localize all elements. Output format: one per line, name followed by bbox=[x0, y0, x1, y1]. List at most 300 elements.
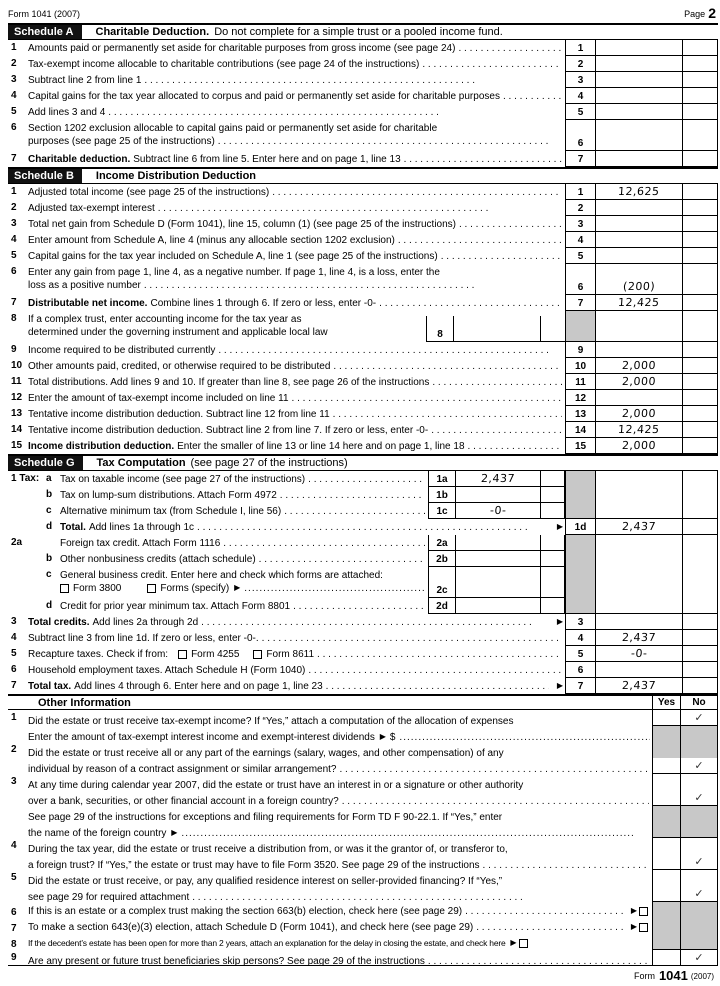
cents-cell[interactable] bbox=[682, 264, 718, 294]
box-number: 8 bbox=[426, 316, 454, 342]
box-number: 4 bbox=[565, 630, 595, 645]
dot-leader bbox=[308, 664, 562, 677]
line-number: 5 bbox=[11, 648, 17, 659]
line-number: 5 bbox=[11, 106, 17, 117]
arrow-icon bbox=[552, 680, 565, 693]
amount-cell[interactable]: 2,000 bbox=[595, 374, 682, 389]
cents-cell[interactable] bbox=[682, 390, 718, 405]
dot-leader bbox=[441, 250, 562, 263]
page-header bbox=[8, 5, 718, 23]
line-text: Credit for prior year minimum tax. Attach Form 8801 bbox=[60, 601, 291, 612]
line-number: 13 bbox=[11, 408, 23, 419]
line-text: Capital gains for the tax year included on Schedule A, line 1 (see page 25 of the instructions) bbox=[28, 251, 438, 262]
other-info-row-3b bbox=[8, 806, 718, 838]
dot-leader bbox=[333, 408, 562, 421]
sched-g-row-2d bbox=[8, 598, 565, 614]
line-letter: b bbox=[46, 553, 53, 564]
line-text: Tax on lump-sum distributions. Attach Form 4972 bbox=[60, 490, 277, 501]
cents-cell[interactable] bbox=[682, 358, 718, 373]
line-text: Subtract line 3 from line 1d. If zero or less, enter -0-. bbox=[28, 633, 259, 644]
cents-cell[interactable] bbox=[682, 438, 718, 453]
dot-leader bbox=[465, 905, 623, 918]
sched-b-row-7 bbox=[8, 295, 718, 311]
forms-specify-checkbox[interactable] bbox=[147, 584, 156, 593]
section-643e3-checkbox[interactable] bbox=[639, 923, 648, 932]
line-text: Other amounts paid, credited, or otherwise required to be distributed bbox=[28, 361, 331, 372]
line-number: 9 bbox=[11, 344, 17, 355]
line-number: 12 bbox=[11, 392, 23, 403]
arrow-icon bbox=[552, 616, 565, 629]
cents-cell[interactable] bbox=[682, 374, 718, 389]
cents-cell[interactable] bbox=[682, 104, 718, 119]
line-text-bold: Income distribution deduction. bbox=[28, 441, 175, 452]
dot-leader bbox=[503, 90, 562, 103]
yes-column-header: Yes bbox=[652, 696, 680, 709]
line-number: 6 bbox=[11, 122, 17, 133]
sched-b-row-15 bbox=[8, 438, 718, 454]
cents-cell[interactable] bbox=[682, 151, 718, 166]
amount-cell[interactable] bbox=[595, 614, 682, 629]
cents-cell[interactable] bbox=[540, 487, 565, 503]
box-number: 4 bbox=[565, 232, 595, 247]
sched-b-row-6 bbox=[8, 264, 718, 295]
check-mark: ✓ bbox=[694, 888, 704, 900]
dot-leader bbox=[280, 489, 425, 502]
sched-b-row-8 bbox=[8, 311, 718, 342]
dot-leader bbox=[144, 74, 562, 87]
cents-cell[interactable] bbox=[540, 316, 565, 342]
cents-cell[interactable] bbox=[540, 535, 565, 551]
cents-cell[interactable] bbox=[682, 519, 718, 534]
cents-cell[interactable] bbox=[682, 342, 718, 357]
sched-g-row-1b bbox=[8, 487, 565, 503]
question-text: over a bank, securities, or other financial account in a foreign country? bbox=[28, 796, 339, 807]
sched-b-row-4 bbox=[8, 232, 718, 248]
sub-line-text: See page 29 of the instructions for exceptions and filing requirements for Form TD F 90-22.1. If “Yes,” enter bbox=[28, 812, 503, 823]
amount-cell[interactable] bbox=[595, 72, 682, 87]
amount-cell[interactable]: 12,625 bbox=[595, 184, 682, 199]
line-number: 7 bbox=[11, 153, 17, 164]
estate-open-2-years-checkbox[interactable] bbox=[519, 939, 528, 948]
checkbox-label: Forms (specify) bbox=[160, 583, 230, 594]
box-number: 7 bbox=[565, 295, 595, 310]
shaded-cell bbox=[565, 471, 595, 518]
amount-cell[interactable]: 12,425 bbox=[595, 295, 682, 310]
line-text: Amounts paid or permanently set aside for charitable purposes from gross income (see page 24) bbox=[28, 43, 456, 54]
cents-cell[interactable] bbox=[682, 200, 718, 215]
line8-entry-box bbox=[426, 316, 565, 342]
amount-cell[interactable] bbox=[456, 487, 540, 503]
form-8611-checkbox[interactable] bbox=[253, 650, 262, 659]
line-number: 6 bbox=[11, 266, 17, 277]
sched-g-row-2c bbox=[8, 567, 565, 598]
question-text: During the tax year, did the estate or trust receive a distribution from, or was it the grantor of, or transferor to, bbox=[28, 844, 508, 855]
sched-a-row-4 bbox=[8, 88, 718, 104]
other-info-row-9 bbox=[8, 950, 718, 966]
amount-entry-line[interactable] bbox=[399, 731, 650, 744]
cents-cell[interactable] bbox=[682, 232, 718, 247]
line-number: 1 bbox=[11, 712, 17, 723]
line-text: Total net gain from Schedule D (Form 1041), line 15, column (1) (see page 25 of the instructions) bbox=[28, 219, 456, 230]
line-number bbox=[8, 519, 46, 535]
amount-cell[interactable]: -0- bbox=[456, 503, 540, 519]
sched-a-row-5 bbox=[8, 104, 718, 120]
sched-g-row-7 bbox=[8, 678, 718, 694]
amount-cell[interactable]: (200) bbox=[595, 264, 682, 294]
line-number: 3 bbox=[11, 776, 17, 787]
amount-cell[interactable] bbox=[595, 120, 682, 150]
question-text: individual by reason of a contract assignment or similar arrangement? bbox=[28, 764, 337, 775]
line-text: Total distributions. Add lines 9 and 10. If greater than line 8, see page 26 of the instructions bbox=[28, 377, 430, 388]
dot-leader bbox=[218, 135, 562, 148]
box-number: 2d bbox=[428, 598, 456, 614]
amount-cell[interactable]: 2,437 bbox=[456, 471, 540, 487]
amount-cell[interactable] bbox=[456, 535, 540, 551]
sched-a-row-1 bbox=[8, 40, 718, 56]
box-number: 1a bbox=[428, 471, 456, 487]
box-number: 12 bbox=[565, 390, 595, 405]
amount-cell[interactable] bbox=[454, 316, 540, 342]
sched-b-row-13 bbox=[8, 406, 718, 422]
yes-cell bbox=[652, 902, 680, 950]
box-number: 2a bbox=[428, 535, 456, 551]
dot-leader bbox=[379, 297, 562, 310]
box-number: 7 bbox=[565, 678, 595, 693]
line-text: Tentative income distribution deduction. Subtract line 2 from line 7. If zero or less, enter -0- bbox=[28, 425, 429, 436]
box-number: 1b bbox=[428, 487, 456, 503]
dot-leader bbox=[333, 360, 562, 373]
line-text: Foreign tax credit. Attach Form 1116 bbox=[60, 538, 221, 549]
line-text: loss as a positive number bbox=[28, 280, 141, 291]
yes-cell bbox=[652, 806, 680, 838]
amount-cell[interactable]: 2,000 bbox=[595, 358, 682, 373]
check-mark: ✓ bbox=[694, 712, 704, 724]
cents-cell[interactable] bbox=[682, 614, 718, 629]
specify-entry-line[interactable] bbox=[244, 582, 426, 595]
dot-leader bbox=[432, 376, 562, 389]
page-indicator bbox=[684, 7, 716, 19]
amount-cell[interactable] bbox=[595, 390, 682, 405]
shaded-cell bbox=[565, 535, 595, 613]
other-info-row-1 bbox=[8, 710, 718, 726]
schedule-g-title: Tax Computation bbox=[96, 457, 186, 469]
line-text: Household employment taxes. Attach Schedule H (Form 1040) bbox=[28, 665, 306, 676]
line-text: General business credit. Enter here and check which forms are attached: bbox=[60, 570, 383, 581]
line-letter: d bbox=[46, 600, 53, 611]
sched-g-block-2 bbox=[8, 535, 718, 614]
section-663b-checkbox[interactable] bbox=[639, 907, 648, 916]
line-number bbox=[8, 551, 46, 567]
line-text: Enter the smaller of line 13 or line 14 here and on page 1, line 18 bbox=[177, 441, 465, 452]
box-number: 13 bbox=[565, 406, 595, 421]
sched-g-row-3 bbox=[8, 614, 718, 630]
dot-leader bbox=[404, 153, 562, 166]
cents-cell[interactable] bbox=[682, 662, 718, 677]
sched-b-row-10 bbox=[8, 358, 718, 374]
cents-cell[interactable] bbox=[682, 295, 718, 310]
line-text-bold: Total tax. bbox=[28, 681, 72, 692]
amount-cell[interactable] bbox=[595, 104, 682, 119]
line-text: Section 1202 exclusion allocable to capital gains paid or permanently set aside for charitable bbox=[28, 123, 438, 134]
box-number: 2 bbox=[565, 56, 595, 71]
cents-cell[interactable] bbox=[682, 216, 718, 231]
amount-cell[interactable] bbox=[595, 662, 682, 677]
question-text: Did the estate or trust receive tax-exempt income? If “Yes,” attach a computation of the allocation of expenses bbox=[28, 716, 514, 727]
dot-leader bbox=[284, 505, 425, 518]
arrow-icon bbox=[626, 905, 639, 918]
line-number: 4 bbox=[11, 234, 17, 245]
cents-cell bbox=[682, 311, 718, 341]
no-cell bbox=[680, 902, 718, 950]
question-text: a foreign trust? If “Yes,” the estate or trust may have to file Form 3520. See page 29 of the instructions bbox=[28, 860, 480, 871]
amount-cell[interactable]: 12,425 bbox=[595, 422, 682, 437]
box-number: 5 bbox=[565, 248, 595, 263]
yes-cell[interactable] bbox=[652, 710, 680, 726]
dollar-sign: $ bbox=[389, 732, 396, 743]
dot-leader bbox=[476, 921, 623, 934]
schedule-a-tag: Schedule A bbox=[8, 25, 82, 39]
dot-leader bbox=[292, 392, 562, 405]
line-number: 2 bbox=[11, 58, 17, 69]
dot-leader bbox=[317, 648, 562, 661]
cents-cell[interactable] bbox=[682, 72, 718, 87]
cents-cell[interactable] bbox=[682, 56, 718, 71]
cents-cell[interactable] bbox=[682, 630, 718, 645]
sched-g-row-1c bbox=[8, 503, 565, 519]
sched-g-row-2b bbox=[8, 551, 565, 567]
line-number: 8 bbox=[11, 939, 17, 950]
line-letter: c bbox=[46, 505, 52, 516]
line-number: 2 bbox=[11, 744, 17, 755]
line-text: Enter the amount of tax-exempt income included on line 11 bbox=[28, 393, 289, 404]
line-number: 4 bbox=[11, 90, 17, 101]
amount-cell[interactable] bbox=[595, 88, 682, 103]
amount-cell[interactable] bbox=[456, 567, 540, 598]
schedule-a-title: Charitable Deduction. bbox=[95, 26, 210, 38]
line-letter: b bbox=[46, 489, 53, 500]
cents-cell[interactable] bbox=[540, 503, 565, 519]
dot-leader bbox=[468, 440, 562, 453]
cents-cell[interactable] bbox=[682, 678, 718, 693]
cents-cell[interactable] bbox=[682, 184, 718, 199]
question-text: Did the estate or trust receive all or any part of the earnings (salary, wages, and other compensation) of any bbox=[28, 748, 504, 759]
arrow-icon bbox=[626, 921, 639, 934]
amount-cell[interactable]: 2,437 bbox=[595, 519, 682, 534]
other-info-row-5 bbox=[8, 870, 718, 902]
amount-cell[interactable] bbox=[456, 551, 540, 567]
box-number: 15 bbox=[565, 438, 595, 453]
box-number: 9 bbox=[565, 342, 595, 357]
line-text: Capital gains for the tax year allocated to corpus and paid or permanently set aside for charitable purposes bbox=[28, 91, 500, 102]
sched-b-row-11 bbox=[8, 374, 718, 390]
box-number: 2b bbox=[428, 551, 456, 567]
box-number: 10 bbox=[565, 358, 595, 373]
other-info-row-1b-2 bbox=[8, 726, 718, 774]
dot-leader bbox=[272, 186, 562, 199]
amount-cell[interactable]: 2,000 bbox=[595, 406, 682, 421]
other-information-header bbox=[8, 694, 718, 710]
line-text-bold: Total. bbox=[60, 522, 86, 533]
line-text: Tax on taxable income (see page 27 of the instructions) bbox=[60, 474, 306, 485]
line-number: 1 Tax: bbox=[11, 473, 40, 484]
sched-b-row-2 bbox=[8, 200, 718, 216]
yes-cell[interactable] bbox=[652, 774, 680, 806]
line-number: 7 bbox=[11, 297, 17, 308]
checkbox-label: Form 8611 bbox=[266, 649, 315, 660]
other-info-rows-6-8 bbox=[8, 902, 718, 950]
line-text: If a complex trust, enter accounting income for the tax year as bbox=[28, 314, 302, 325]
cents-cell[interactable] bbox=[682, 248, 718, 263]
line-number bbox=[8, 567, 46, 598]
line-number: 5 bbox=[11, 872, 17, 883]
amount-cell[interactable] bbox=[595, 56, 682, 71]
line-number bbox=[8, 487, 46, 503]
cents-cell[interactable] bbox=[540, 471, 565, 487]
box-number: 5 bbox=[565, 646, 595, 661]
no-cell[interactable] bbox=[680, 870, 718, 902]
check-mark: ✓ bbox=[694, 952, 704, 964]
no-cell[interactable] bbox=[680, 774, 718, 806]
amount-cell[interactable]: -0- bbox=[595, 646, 682, 661]
sched-b-row-9 bbox=[8, 342, 718, 358]
check-mark: ✓ bbox=[694, 760, 704, 772]
cents-cell[interactable] bbox=[682, 422, 718, 437]
line-text: Other nonbusiness credits (attach schedule) bbox=[60, 554, 256, 565]
page-number: 2 bbox=[708, 5, 716, 21]
amount-cell bbox=[595, 535, 682, 613]
cents-cell[interactable] bbox=[682, 120, 718, 150]
amount-cell[interactable] bbox=[456, 598, 540, 614]
line-text: Enter amount from Schedule A, line 4 (minus any allocable section 1202 exclusion) bbox=[28, 235, 395, 246]
amount-cell[interactable] bbox=[595, 40, 682, 55]
cents-cell[interactable] bbox=[682, 88, 718, 103]
amount-cell[interactable] bbox=[595, 216, 682, 231]
line-number: 10 bbox=[11, 360, 23, 371]
amount-cell[interactable] bbox=[595, 248, 682, 263]
cents-cell[interactable] bbox=[540, 598, 565, 614]
page-footer bbox=[8, 966, 718, 981]
form-4255-checkbox[interactable] bbox=[178, 650, 187, 659]
check-mark: ✓ bbox=[694, 792, 704, 804]
amount-cell[interactable] bbox=[595, 200, 682, 215]
checkbox-label: Form 4255 bbox=[191, 649, 240, 660]
schedule-a-header bbox=[8, 23, 718, 40]
question-text: Are any present or future trust beneficiaries skip persons? See page 29 of the instructions bbox=[28, 956, 425, 967]
line-text: Adjusted tax-exempt interest bbox=[28, 203, 155, 214]
line-number: 11 bbox=[11, 376, 22, 387]
no-cell[interactable] bbox=[680, 950, 718, 965]
box-number: 6 bbox=[565, 264, 595, 294]
amount-cell[interactable]: 2,437 bbox=[595, 678, 682, 693]
line-text: Add lines 3 and 4 bbox=[28, 107, 106, 118]
line-text: Tax-exempt income allocable to charitable contributions (see page 24 of the instructions) bbox=[28, 59, 420, 70]
cents-cell[interactable] bbox=[540, 567, 565, 598]
line-number: 6 bbox=[11, 664, 17, 675]
line-text: Add lines 2a through 2d bbox=[92, 617, 199, 628]
sched-b-row-1 bbox=[8, 184, 718, 200]
other-info-row-3 bbox=[8, 774, 718, 806]
line-text: Combine lines 1 through 6. If zero or less, enter -0- bbox=[150, 298, 377, 309]
cents-cell[interactable] bbox=[682, 406, 718, 421]
amount-cell[interactable] bbox=[595, 342, 682, 357]
line-number: 4 bbox=[11, 632, 17, 643]
line-number bbox=[8, 503, 46, 519]
no-column-header: No bbox=[680, 696, 718, 709]
line-number bbox=[8, 598, 46, 614]
other-information-title: Other Information bbox=[38, 696, 131, 709]
line-text: purposes (see page 25 of the instructions) bbox=[28, 136, 215, 147]
yes-cell[interactable] bbox=[652, 726, 680, 774]
amount-cell[interactable]: 2,437 bbox=[595, 630, 682, 645]
line-number: 8 bbox=[11, 313, 17, 324]
dot-leader bbox=[422, 58, 562, 71]
sched-a-row-3 bbox=[8, 72, 718, 88]
dot-leader bbox=[259, 553, 425, 566]
amount-cell[interactable]: 2,000 bbox=[595, 438, 682, 453]
question-text: To make a section 643(e)(3) election, attach Schedule D (Form 1041), and check here (see page 29) bbox=[28, 922, 474, 933]
cents-cell[interactable] bbox=[682, 40, 718, 55]
dot-leader bbox=[459, 218, 562, 231]
line-text: determined under the governing instrument and applicable local law bbox=[28, 327, 328, 338]
line-number bbox=[8, 806, 28, 838]
yes-cell[interactable] bbox=[652, 950, 680, 965]
other-info-row-4 bbox=[8, 838, 718, 870]
line-letter: d bbox=[46, 521, 53, 532]
sched-g-row-1d bbox=[8, 519, 718, 535]
page-word: Page bbox=[684, 9, 706, 19]
dot-leader bbox=[398, 234, 562, 247]
line-number: 3 bbox=[11, 74, 17, 85]
sub-line-text: Enter the amount of tax-exempt interest income and exempt-interest dividends bbox=[28, 732, 375, 743]
box-number: 3 bbox=[565, 72, 595, 87]
checkbox-label: Form 3800 bbox=[73, 583, 122, 594]
no-cell[interactable] bbox=[680, 710, 718, 726]
line-number: 9 bbox=[11, 952, 17, 963]
sched-g-block-1 bbox=[8, 471, 718, 519]
amount-cell[interactable] bbox=[595, 232, 682, 247]
box-number: 3 bbox=[565, 614, 595, 629]
schedule-b-header bbox=[8, 167, 718, 184]
box-number: 1 bbox=[565, 40, 595, 55]
cents-cell[interactable] bbox=[682, 646, 718, 661]
box-number: 6 bbox=[565, 662, 595, 677]
box-number: 6 bbox=[565, 120, 595, 150]
line-text-bold: Distributable net income. bbox=[28, 298, 148, 309]
sub-line-text: the name of the foreign country bbox=[28, 828, 167, 839]
no-cell[interactable] bbox=[680, 726, 718, 774]
dot-leader bbox=[458, 42, 562, 55]
line-number: 4 bbox=[11, 840, 17, 851]
yes-cell[interactable] bbox=[652, 870, 680, 902]
form-3800-checkbox[interactable] bbox=[60, 584, 69, 593]
cents-cell[interactable] bbox=[540, 551, 565, 567]
question-text: If the decedent’s estate has been open for more than 2 years, attach an explanation for the delay in closing the estate, and check here bbox=[28, 938, 506, 948]
line-number: 1 bbox=[11, 186, 17, 197]
amount-cell[interactable] bbox=[595, 151, 682, 166]
dot-leader bbox=[197, 521, 549, 534]
box-number: 3 bbox=[565, 216, 595, 231]
sched-a-row-6 bbox=[8, 120, 718, 151]
schedule-b-title: Income Distribution Deduction bbox=[95, 170, 257, 182]
line-letter: c bbox=[46, 569, 52, 580]
dot-leader bbox=[308, 473, 425, 486]
box-number: 2 bbox=[565, 200, 595, 215]
no-cell[interactable] bbox=[680, 838, 718, 870]
sched-g-row-6 bbox=[8, 662, 718, 678]
sched-b-row-3 bbox=[8, 216, 718, 232]
dot-leader bbox=[262, 632, 562, 645]
yes-cell[interactable] bbox=[652, 838, 680, 870]
